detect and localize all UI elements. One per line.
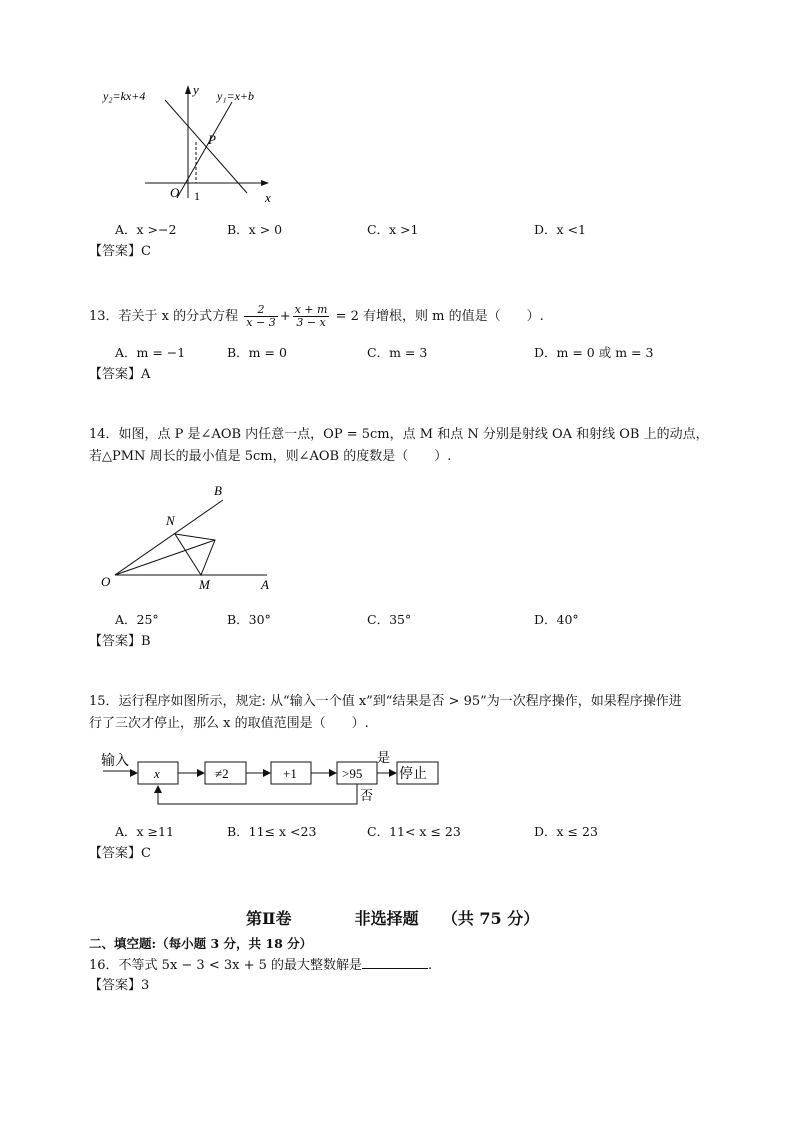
- q14-option-c: C．35°: [367, 612, 412, 627]
- part2-title: [246, 906, 539, 929]
- q13-plus: +: [279, 309, 291, 324]
- q12-point-label: P: [208, 132, 216, 147]
- q15-option-b: B．11≤ x <23: [227, 824, 317, 839]
- part2-title-volume: 第Ⅱ卷: [246, 909, 292, 928]
- q14-label-o: O: [101, 574, 111, 589]
- q15-box-plus1-label: +1: [283, 766, 297, 781]
- q15-answer: 【答案】C: [89, 846, 151, 861]
- q13-prefix: 13．若关于 x 的分式方程: [89, 309, 239, 324]
- q14-answer: 【答案】B: [89, 634, 151, 649]
- q16-answer-blank: [362, 956, 428, 969]
- q15-box-stop-label: 停止: [399, 767, 427, 782]
- q15-flowchart: [95, 746, 445, 808]
- q15-yes-label: 是: [377, 750, 391, 765]
- q14-ray-ob: [115, 500, 223, 575]
- q13-fraction-1-den: x − 3: [246, 316, 276, 329]
- q12-option-b: B．x > 0: [227, 222, 283, 237]
- q13-fraction-1-num: 2: [244, 304, 277, 317]
- part2-section-heading: 二、填空题:（每小题 3 分，共 18 分）: [89, 936, 313, 951]
- q16-question: [89, 956, 432, 974]
- q14-line2: 若△PMN 周长的最小值是 5cm，则∠AOB 的度数是（ ）.: [89, 449, 452, 464]
- q12-option-d: D．x <1: [534, 222, 586, 237]
- q13-fraction-2: [293, 304, 330, 329]
- q16-end: .: [428, 958, 433, 973]
- q13-fraction-1: [244, 304, 277, 329]
- q14-option-b: B．30°: [227, 612, 271, 627]
- part2-title-type: 非选择题: [354, 909, 419, 928]
- q15-box-neq2-label: ≠2: [215, 766, 229, 781]
- q14-label-m: M: [199, 577, 210, 592]
- q13-suffix: = 2 有增根，则 m 的值是（ ）.: [335, 309, 544, 324]
- q15-no-label: 否: [360, 788, 374, 803]
- q15-line2: 行了三次才停止，那么 x 的取值范围是（ ）.: [89, 716, 369, 731]
- q14-label-n: N: [166, 513, 175, 528]
- q15-option-d: D．x ≤ 23: [534, 824, 598, 839]
- q12-y-arrow-icon: [185, 85, 191, 94]
- q12-answer: 【答案】C: [89, 244, 151, 259]
- part2-title-score: （共 75 分）: [441, 909, 540, 928]
- q15-option-a: A．x ≥11: [115, 824, 174, 839]
- q15-box-gt95-label: >95: [342, 766, 363, 781]
- q13-option-c: C．m = 3: [367, 345, 428, 360]
- q13-question: [89, 304, 544, 329]
- q12-line2-label: y₂=kx+4: [103, 89, 146, 103]
- q12-tick-label: 1: [194, 189, 200, 203]
- q12-option-c: C．x >1: [367, 222, 419, 237]
- q12-line-y1: [177, 102, 232, 198]
- q15-line1: 15．运行程序如图所示，规定: 从“输入一个值 x”到“结果是否 > 95”为一次程序操作，如果程序操作进: [89, 694, 682, 709]
- q15-input-arrow: [103, 771, 137, 773]
- q14-option-d: D．40°: [534, 612, 579, 627]
- q12-x-label: x: [265, 190, 271, 205]
- q12-x-arrow-icon: [261, 180, 269, 186]
- q13-option-a: A．m = −1: [115, 345, 186, 360]
- q15-input-label: 输入: [101, 754, 129, 769]
- q14-option-a: A．25°: [115, 612, 159, 627]
- q12-line1-label: y₁=x+b: [217, 89, 255, 103]
- q16-text: 16．不等式 5x − 3 < 3x + 5 的最大整数解是: [89, 958, 363, 973]
- q13-option-d: D．m = 0 或 m = 3: [534, 345, 654, 360]
- q13-fraction-2-den: 3 − x: [296, 316, 326, 329]
- q12-option-a: A．x >−2: [115, 222, 177, 237]
- q13-answer: 【答案】A: [89, 367, 151, 382]
- q12-graph: [95, 80, 285, 210]
- q13-option-b: B．m = 0: [227, 345, 287, 360]
- q12-y-label: y: [193, 82, 199, 97]
- q15-loop-arrow: [158, 784, 357, 804]
- q15-option-c: C．11< x ≤ 23: [367, 824, 461, 839]
- q14-line1: 14．如图，点 P 是∠AOB 内任意一点，OP = 5cm，点 M 和点 N 分别是射线 OA 和射线 OB 上的动点，: [89, 427, 709, 442]
- q14-triangle-pmn: [175, 534, 215, 575]
- q14-figure: [95, 478, 285, 596]
- q15-box-x-label: x: [154, 766, 160, 781]
- q14-label-b: B: [214, 483, 222, 498]
- q13-fraction-2-num: x + m: [294, 303, 328, 316]
- q12-origin-label: O: [170, 185, 180, 200]
- q14-op: [115, 540, 215, 575]
- q14-label-a: A: [261, 577, 269, 592]
- q16-answer: 【答案】3: [89, 978, 150, 993]
